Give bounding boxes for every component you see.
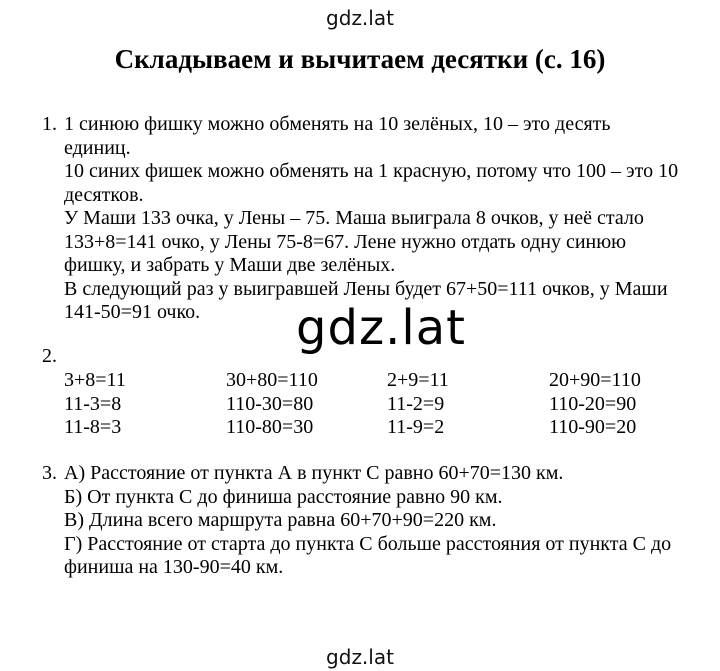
equation: 3+8=11	[64, 369, 126, 391]
equation: 110-20=90	[549, 392, 637, 415]
task-1-number: 1.	[42, 113, 57, 135]
equation: 30+80=110	[226, 369, 318, 391]
equation: 110-30=80	[226, 392, 314, 415]
task-1-line: единиц.	[64, 136, 131, 159]
page-title: Складываем и вычитаем десятки (с. 16)	[114, 44, 606, 74]
equation: 110-90=20	[549, 416, 637, 438]
task-1-line: 133+8=141 очко, у Лены 75-8=67. Лене нужно отдать одну синюю	[64, 230, 627, 253]
task-1-line: 10 синих фишек можно обменять на 1 красную, потому что 100 – это 10	[64, 160, 679, 182]
task-1-answer	[64, 113, 702, 325]
watermark-top: gdz.lat	[326, 6, 394, 30]
task-3-line: Б) От пункта С до финиша расстояние равно 90 км.	[64, 485, 503, 508]
task-3-line: Г) Расстояние от старта до пункта С больше расстояния от пункта С до	[64, 532, 672, 555]
watermark-middle: gdz.lat	[296, 300, 466, 356]
task-3-line: В) Длина всего маршрута равна 60+70+90=220 км.	[64, 509, 497, 531]
task-1-line: фишку, и забрать у Маши две зелёных.	[64, 254, 396, 276]
task-1-line: 1 синюю фишку можно обменять на 10 зелёных, 10 – это десять	[64, 113, 611, 135]
equation: 110-80=30	[226, 416, 314, 438]
equation-column-2	[226, 369, 318, 440]
task-3-line: финиша на 130-90=40 км.	[64, 556, 284, 578]
equation: 20+90=110	[549, 369, 641, 391]
task-3-number: 3.	[42, 462, 57, 484]
task-3-answer	[64, 462, 702, 580]
task-1-line: десятков.	[64, 183, 144, 206]
equation-column-3	[387, 369, 449, 440]
task-3-line: А) Расстояние от пункта А в пункт С равно 60+70=130 км.	[64, 462, 564, 484]
equation: 11-8=3	[64, 416, 122, 438]
task-2-number: 2.	[42, 345, 57, 367]
task-1	[42, 113, 702, 325]
task-1-line: 141-50=91 очко.	[64, 301, 201, 323]
task-1-line: У Маши 133 очка, у Лены – 75. Маша выиграла 8 очков, у неё стало	[64, 207, 644, 229]
task-1-line: В следующий раз у выигравшей Лены будет 67+50=111 очков, у Маши	[64, 277, 668, 300]
equation-column-1	[64, 369, 126, 440]
watermark-bottom: gdz.lat	[326, 645, 394, 669]
equation: 11-2=9	[387, 392, 445, 415]
equation-column-4	[549, 369, 641, 440]
task-2-equations	[64, 369, 704, 441]
equation: 11-9=2	[387, 416, 445, 438]
task-3	[42, 462, 702, 580]
equation: 11-3=8	[64, 392, 122, 415]
equation: 2+9=11	[387, 369, 449, 391]
